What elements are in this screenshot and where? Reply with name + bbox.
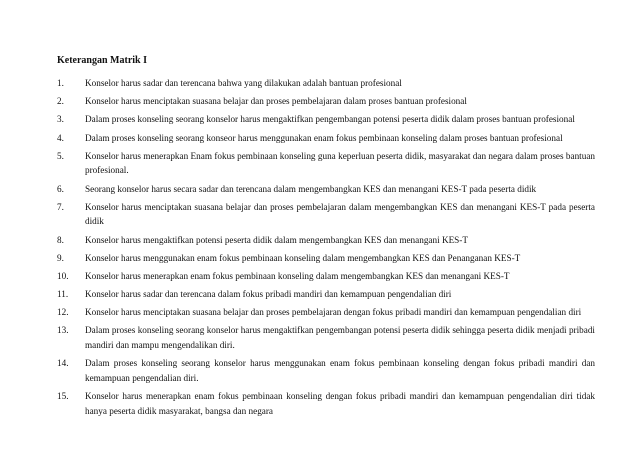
list-item: [57, 131, 595, 146]
item-number: 14.: [57, 358, 69, 369]
item-number: 2.: [57, 96, 64, 107]
item-text: Dalam proses konseling seorang konseor harus menggunakan enam fokus pembinaan konseling dalam proses bantuan profesional: [85, 132, 563, 143]
item-number: 6.: [57, 183, 64, 194]
numbered-list: [57, 76, 595, 422]
item-text: Konselor harus sadar dan terencana bahwa yang dilakukan adalah bantuan profesional: [85, 78, 402, 88]
list-item: [57, 94, 595, 109]
item-number: 9.: [57, 252, 64, 263]
item-text: Konselor harus menerapkan enam fokus pembinaan konseling dengan fokus pribadi mandiri dan kemampuan pengendalian diri tidak hanya peserta didik masyarakat, bangsa dan negara: [85, 391, 595, 416]
item-number: 1.: [57, 78, 64, 88]
list-item: [57, 76, 595, 91]
item-text: Konselor harus menerapkan Enam fokus pembinaan konseling guna keperluan peserta didik, masyarakat dan negara dalam proses bantuan profesional.: [85, 150, 595, 176]
item-text: Dalam proses konseling seorang konselor harus mengaktifkan pengembangan potensi peserta didik sehingga peserta didik menjadi pribadi mandiri dan mampu mengendalikan diri.: [85, 325, 595, 351]
item-number: 5.: [57, 150, 64, 161]
list-item: [57, 149, 595, 178]
item-text: Konselor harus menciptakan suasana belajar dan proses pembelajaran dengan fokus pribadi mandiri dan kemampuan pengendalian diri: [85, 307, 582, 318]
item-text: Konselor harus sadar dan terencana dalam fokus pribadi mandiri dan kemampuan pengendalian diri: [85, 289, 452, 300]
item-number: 15.: [57, 391, 69, 401]
item-number: 8.: [57, 234, 64, 245]
item-number: 3.: [57, 114, 64, 125]
item-number: 4.: [57, 132, 64, 143]
list-item: [57, 287, 595, 302]
list-item: [57, 389, 595, 418]
item-text: Konselor harus menggunakan enam fokus pembinaan konseling dalam mengembangkan KES dan Penanganan KES-T: [85, 252, 521, 263]
list-item: [57, 305, 595, 320]
item-text: Konselor harus menerapkan enam fokus pembinaan konseling dalam mengembangkan KES dan menangani KES-T: [85, 270, 510, 281]
item-text: Konselor harus mengaktifkan potensi peserta didik dalam mengembangkan KES dan menangani KES-T: [85, 234, 468, 245]
item-text: Dalam proses konseling seorang konselor harus mengaktifkan pengembangan potensi peserta didik dalam proses bantuan profesional: [85, 114, 575, 125]
list-item: [57, 200, 595, 229]
item-number: 11.: [57, 289, 69, 300]
item-number: 10.: [57, 270, 69, 281]
list-item: [57, 269, 595, 284]
item-number: 12.: [57, 307, 69, 318]
list-item: [57, 233, 595, 248]
list-item: [57, 356, 595, 385]
item-text: Konselor harus menciptakan suasana belajar dan proses pembelajaran dalam proses bantuan profesional: [85, 96, 467, 107]
list-item: [57, 251, 595, 266]
list-item: [57, 112, 595, 127]
item-number: 7.: [57, 201, 64, 212]
list-item: [57, 182, 595, 197]
item-text: Dalam proses konseling seorang konselor harus menggunakan enam fokus pembinaan konseling dengan fokus pribadi mandiri dan kemampuan pengendalian diri.: [85, 358, 595, 383]
item-number: 13.: [57, 325, 69, 336]
list-item: [57, 323, 595, 352]
section-heading: Keterangan Matrik I: [57, 55, 147, 66]
item-text: Konselor harus menciptakan suasana belajar dan proses pembelajaran dalam mengembangkan KES dan menangani KES-T pada peserta didik: [85, 201, 595, 227]
item-text: Seorang konselor harus secara sadar dan terencana dalam mengembangkan KES dan menangani KES-T pada peserta didik: [85, 183, 537, 194]
